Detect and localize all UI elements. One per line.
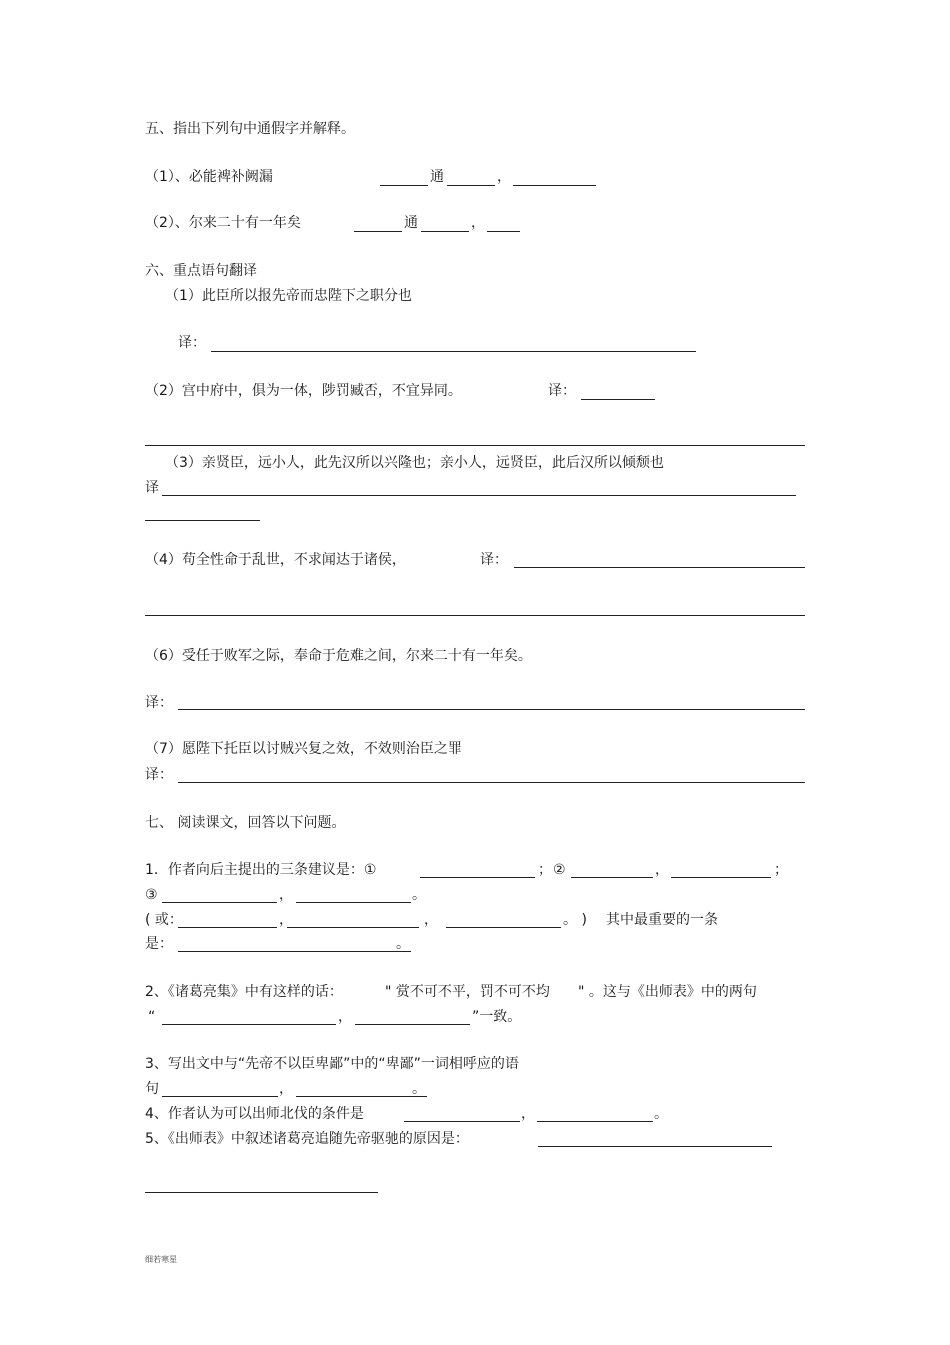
s5-q1-text: （1）、必能裨补阙漏 <box>145 169 273 185</box>
s5-q1-blank-tong[interactable] <box>447 185 495 186</box>
s6-q3-text: （3）亲贤臣，远小人，此先汉所以兴隆也；亲小人，远贤臣，此后汉所以倾颓也 <box>165 455 664 471</box>
s7-q1-or-comma-1: ， <box>279 912 293 928</box>
section5-title: 五、指出下列句中通假字并解释。 <box>145 121 355 137</box>
s7-q1-blank-2a[interactable] <box>571 877 653 878</box>
s7-q1-semicolon-1: ； <box>538 862 552 878</box>
s7-q1-or-blank-2[interactable] <box>287 927 419 928</box>
s5-q2-blank-tong[interactable] <box>421 231 469 232</box>
s7-q1-or-blank-3[interactable] <box>446 927 561 928</box>
s7-q1-or-close: 。 ) <box>563 912 587 928</box>
s6-q4-answer-line[interactable] <box>514 567 805 568</box>
s6-q7-answer-line[interactable] <box>178 782 805 783</box>
s7-q1-semicolon-2: ； <box>774 862 788 878</box>
s6-q7-text: （7）愿陛下托臣以讨贼兴复之效，不效则治臣之罪 <box>145 741 462 757</box>
s7-q1-or-comma-2: ， <box>424 912 438 928</box>
s6-q3-yi: 译 <box>145 480 159 496</box>
s5-q2-blank-char[interactable] <box>354 231 402 232</box>
section7-title: 七、 阅读课文，回答以下问题。 <box>145 815 346 831</box>
s7-q2-text: 2、《诸葛亮集》中有这样的话： <box>145 984 343 1000</box>
s7-q3-blank-1[interactable] <box>162 1096 278 1097</box>
s7-q1-comma-3: ， <box>279 887 293 903</box>
s6-q4-yi: 译： <box>480 552 508 568</box>
s7-q4-comma: ， <box>521 1106 535 1122</box>
s7-q1-circle-3: ③ <box>145 887 158 903</box>
footer-note: 细若寒星 <box>145 1255 177 1264</box>
s7-q1-circle-2: ② <box>553 862 566 878</box>
s6-q6-answer-line[interactable] <box>178 709 805 710</box>
s5-q2-blank-meaning[interactable] <box>487 231 520 232</box>
s6-q2-text: （2）宫中府中，俱为一体，陟罚臧否，不宜异同。 <box>145 383 462 399</box>
s7-q1-blank-2b[interactable] <box>671 877 771 878</box>
s7-q2-quote: " 赏不可不平，罚不可不均 <box>385 984 550 1000</box>
s5-q2-text: （2）、尔来二十有一年矣 <box>145 215 301 231</box>
s6-q6-yi: 译： <box>145 695 173 711</box>
s7-q4-blank-2[interactable] <box>537 1121 653 1122</box>
s6-q4-answer-line-2[interactable] <box>145 615 805 616</box>
s7-q4-blank-1[interactable] <box>404 1121 520 1122</box>
s7-q5-text: 5、《出师表》中叙述诸葛亮追随先帝驱驰的原因是： <box>145 1131 469 1147</box>
s5-q1-comma: ， <box>497 169 511 185</box>
s7-q1-or-open: ( 或： <box>145 912 183 928</box>
s7-q1-blank-3b[interactable] <box>296 902 411 903</box>
s6-q2-yi: 译： <box>548 383 576 399</box>
s7-q2-blank-1[interactable] <box>162 1024 336 1025</box>
s6-q2-answer-line[interactable] <box>581 399 655 400</box>
s7-q4-text: 4、作者认为可以出师北伐的条件是 <box>145 1106 364 1122</box>
s7-q1-most-important: 其中最重要的一条 <box>606 912 718 928</box>
s6-q1-answer-line[interactable] <box>211 351 696 352</box>
s6-q1-text: （1）此臣所以报先帝而忠陛下之职分也 <box>165 288 412 304</box>
s7-q2-text-b: " 。这与《出师表》中的两句 <box>578 984 757 1000</box>
s7-q3-end: 。 <box>412 1081 426 1097</box>
s7-q5-blank-1[interactable] <box>538 1146 772 1147</box>
s6-q3-answer-line[interactable] <box>162 495 796 496</box>
s7-q3-blank-2[interactable] <box>296 1096 427 1097</box>
s7-q1-most-blank[interactable] <box>178 951 411 952</box>
s6-q2-answer-line-2[interactable] <box>145 445 805 446</box>
s7-q3-ju: 句 <box>145 1081 159 1097</box>
s5-q2-tong: 通 <box>404 215 418 231</box>
s5-q1-blank-char[interactable] <box>380 185 428 186</box>
s7-q2-blank-2[interactable] <box>355 1024 470 1025</box>
s7-q2-comma: ， <box>338 1009 352 1025</box>
s7-q5-blank-2[interactable] <box>145 1192 378 1193</box>
s7-q2-open: “ <box>148 1009 156 1025</box>
s7-q1-blank-1[interactable] <box>420 877 535 878</box>
s6-q4-text: （4）苟全性命于乱世，不求闻达于诸侯， <box>145 552 406 568</box>
s5-q1-tong: 通 <box>430 169 444 185</box>
s7-q1-most-end: 。 <box>396 936 410 952</box>
s7-q1-comma-2: ， <box>655 862 669 878</box>
s7-q1-blank-3a[interactable] <box>162 902 277 903</box>
s7-q1-end: 。 <box>412 887 426 903</box>
s6-q3-answer-line-2[interactable] <box>145 520 260 521</box>
s7-q1-shi: 是： <box>145 936 173 952</box>
s7-q2-close: ”一致。 <box>472 1009 522 1025</box>
s6-q7-yi: 译： <box>145 767 173 783</box>
section6-title: 六、重点语句翻译 <box>145 263 257 279</box>
s7-q1-text: 1．作者向后主提出的三条建议是：① <box>145 862 377 878</box>
s7-q1-or-blank-1[interactable] <box>178 927 277 928</box>
s5-q1-blank-meaning[interactable] <box>513 185 596 186</box>
s7-q4-end: 。 <box>654 1106 668 1122</box>
s7-q3-text: 3、写出文中与“先帝不以臣卑鄙”中的“卑鄙”一词相呼应的语 <box>145 1056 519 1072</box>
s5-q2-comma: ， <box>471 215 485 231</box>
s7-q3-comma: ， <box>279 1081 293 1097</box>
s6-q1-yi: 译： <box>178 335 206 351</box>
s6-q6-text: （6）受任于败军之际，奉命于危难之间，尔来二十有一年矣。 <box>145 648 532 664</box>
